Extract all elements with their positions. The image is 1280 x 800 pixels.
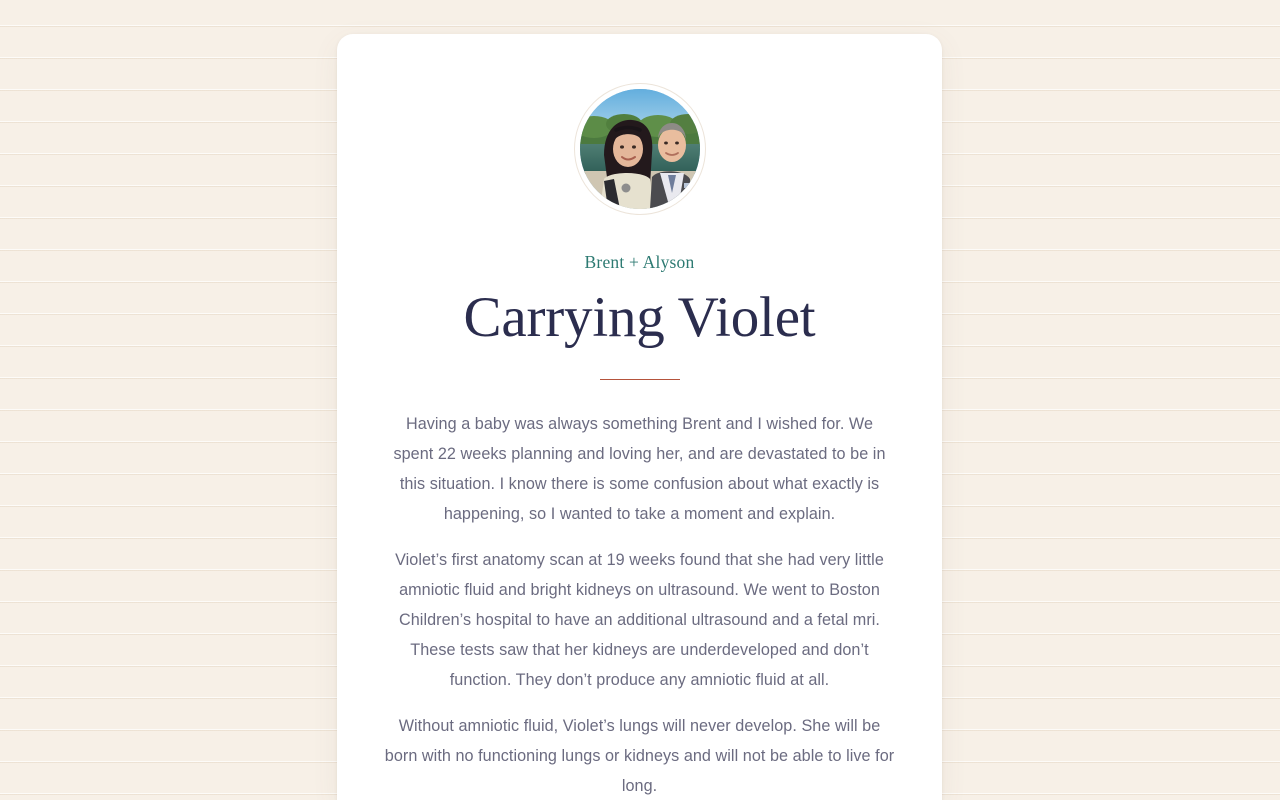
avatar-ring <box>574 83 706 215</box>
avatar[interactable] <box>580 89 700 209</box>
story-paragraph: Having a baby was always something Brent and I wished for. We spent 22 weeks planning and loving her, and are devastated to be in this situation. I know there is some confusion about what exactly is happening, so I wanted to take a moment and explain. <box>393 414 886 523</box>
avatar-photo-icon <box>580 89 700 209</box>
story-paragraph: Violet’s first anatomy scan at 19 weeks found that she had very little amniotic fluid and bright kidneys on ultrasound. We went to Boston Children’s hospital to have an additional ultrasound and a fetal mri. These tests saw that her kidneys are underdeveloped and don’t function. They don’t produce any amniotic fluid at all. <box>395 550 884 689</box>
campaign-story <box>385 409 895 800</box>
story-paragraph: Without amniotic fluid, Violet’s lungs will never develop. She will be born with no functioning lungs or kidneys and will not be able to live for long. <box>384 716 895 795</box>
page-title: Carrying Violet <box>463 286 816 349</box>
campaign-organizers: Brent + Alyson <box>584 252 695 272</box>
title-divider <box>600 379 680 380</box>
campaign-card <box>337 34 942 800</box>
